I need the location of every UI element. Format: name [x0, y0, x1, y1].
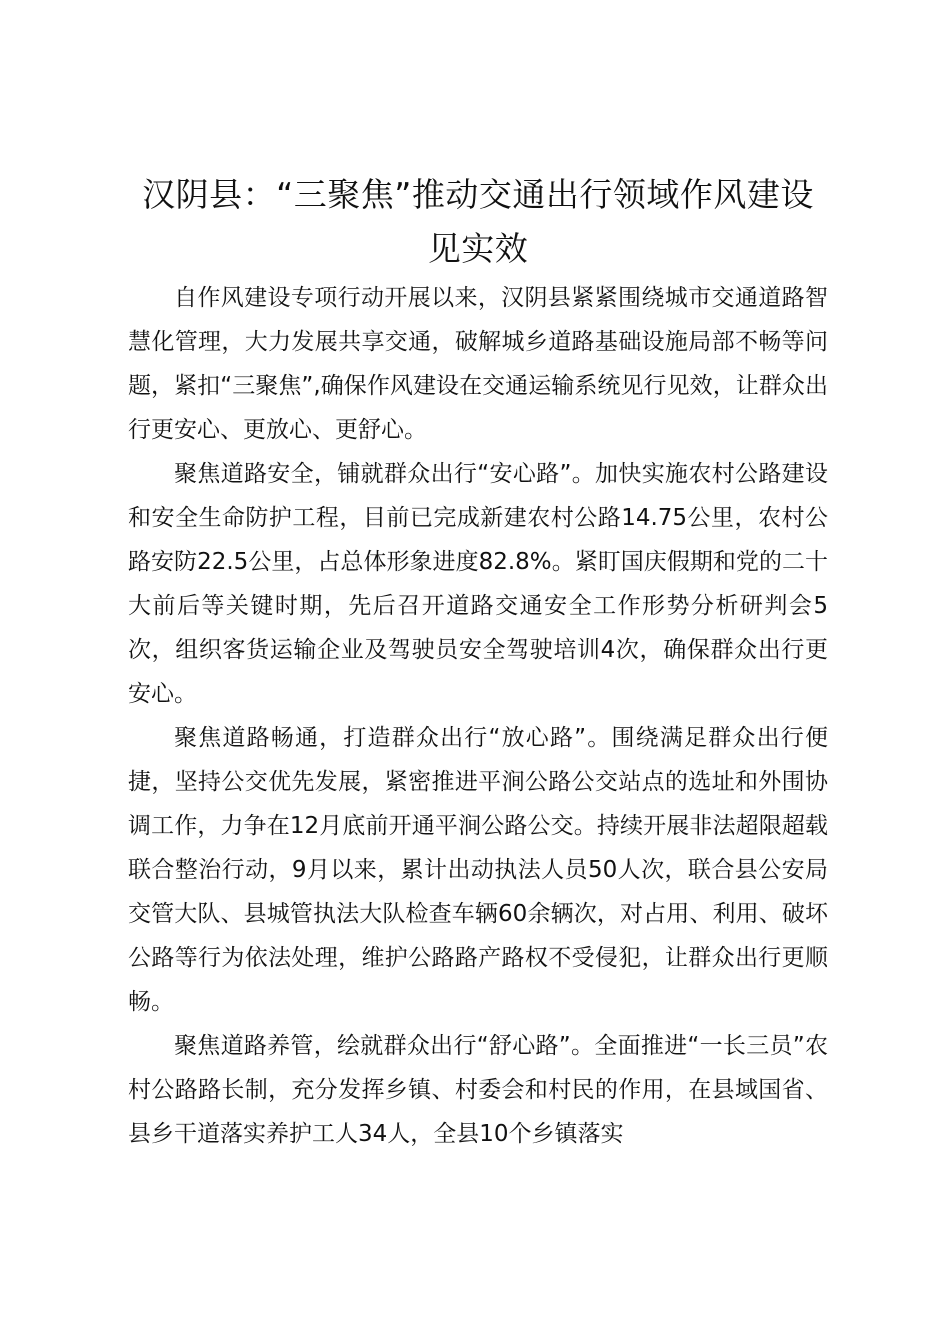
- paragraph-road-maintenance: 聚焦道路养管，绘就群众出行“舒心路”。全面推进“一长三员”农村公路路长制，充分发挥乡镇、村委会和村民的作用，在县域国省、县乡干道落实养护工人34人，全县10个乡镇落实: [128, 1033, 828, 1147]
- paragraph-intro: 自作风建设专项行动开展以来，汉阴县紧紧围绕城市交通道路智慧化管理，大力发展共享交通，破解城乡道路基础设施局部不畅等问题，紧扣“三聚焦”,确保作风建设在交通运输系统见行见效，让群众出行更安心、更放心、更舒心。: [128, 285, 828, 443]
- document-title: 汉阴县：“三聚焦”推动交通出行领域作风建设见实效: [142, 175, 814, 268]
- paragraph-road-safety: 聚焦道路安全，铺就群众出行“安心路”。加快实施农村公路建设和安全生命防护工程，目前已完成新建农村公路14.75公里，农村公路安防22.5公里，占总体形象进度82.8%。紧盯国庆假期和党的二十大前后等关键时期，先后召开道路交通安全工作形势分析研判会5次，组织客货运输企业及驾驶员安全驾驶培训4次，确保群众出行更安心。: [128, 461, 828, 707]
- paragraph-road-smooth: 聚焦道路畅通，打造群众出行“放心路”。围绕满足群众出行便捷，坚持公交优先发展，紧密推进平涧公路公交站点的选址和外围协调工作，力争在12月底前开通平涧公路公交。持续开展非法超限超载联合整治行动，9月以来，累计出动执法人员50人次，联合县公安局交管大队、县城管执法大队检查车辆60余辆次，对占用、利用、破坏公路等行为依法处理，维护公路路产路权不受侵犯，让群众出行更顺畅。: [128, 725, 828, 1015]
- document-page: [128, 168, 828, 1156]
